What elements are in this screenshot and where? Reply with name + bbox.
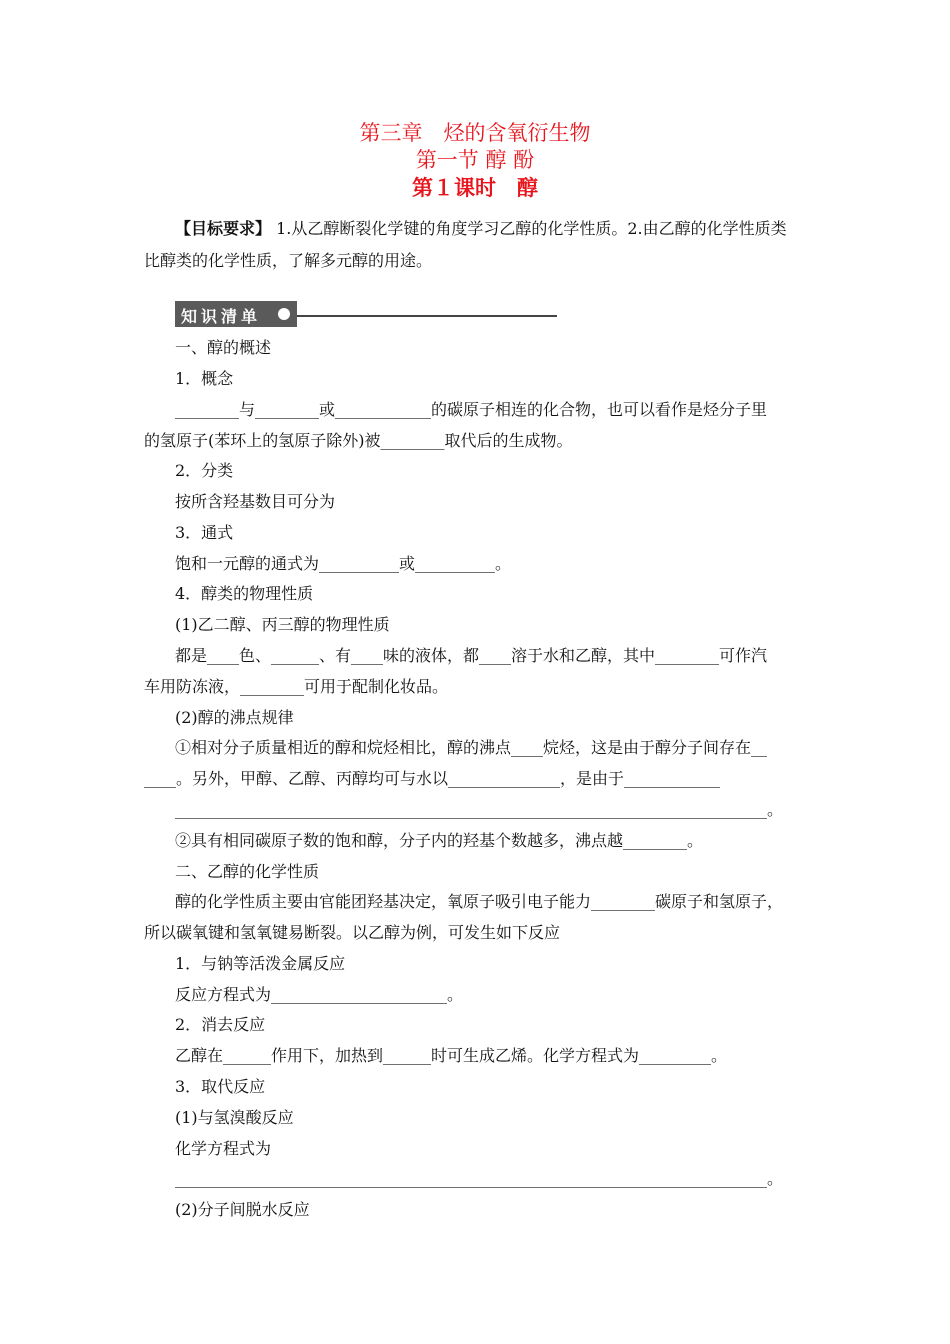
text-line: 乙醇在______作用下，加热到______时可生成乙烯。化学方程式为_________。 <box>175 1046 728 1065</box>
text-line: 2．分类 <box>175 461 234 480</box>
text-line: 都是____色、______、有____味的液体，都____溶于水和乙醇，其中________可作汽 <box>175 646 768 665</box>
goal-line-1 <box>175 219 787 239</box>
text-line: __________________________________________________________________________。 <box>175 1169 783 1188</box>
text-line: ②具有相同碳原子数的饱和醇，分子内的羟基个数越多，沸点越________。 <box>175 831 704 850</box>
text-line: 饱和一元醇的通式为__________或__________。 <box>175 554 512 573</box>
text-line: 车用防冻液，________可用于配制化妆品。 <box>144 677 449 696</box>
text-line: __________________________________________________________________________。 <box>175 800 783 819</box>
text-line: 3．取代反应 <box>175 1077 266 1096</box>
text-line: 1．概念 <box>175 369 234 388</box>
text-line: 所以碳氧键和氢氧键易断裂。以乙醇为例，可发生如下反应 <box>144 923 561 942</box>
goal-text-1: 1.从乙醇断裂化学键的角度学习乙醇的化学性质。2.由乙醇的化学性质类 <box>271 219 787 238</box>
text-line: 按所含羟基数目可分为 <box>175 492 336 511</box>
text-line: 的氢原子(苯环上的氢原子除外)被________取代后的生成物。 <box>144 431 573 450</box>
title-block <box>0 120 950 201</box>
chapter-title: 第三章 烃的含氧衍生物 <box>359 121 591 145</box>
text-line: (1)与氢溴酸反应 <box>175 1108 294 1127</box>
text-line: 一、醇的概述 <box>175 338 272 357</box>
text-line: 醇的化学性质主要由官能团羟基决定，氧原子吸引电子能力________碳原子和氢原子， <box>175 892 784 911</box>
text-line: (1)乙二醇、丙三醇的物理性质 <box>175 615 390 634</box>
lesson-title: 第１课时 醇 <box>412 175 538 200</box>
goal-label: 【目标要求】 <box>175 219 272 238</box>
text-line: ①相对分子质量相近的醇和烷烃相比，醇的沸点____烷烃，这是由于醇分子间存在__ <box>175 738 768 757</box>
knowledge-banner <box>175 301 557 327</box>
banner-box <box>175 301 297 327</box>
goal-line-2: 比醇类的化学性质，了解多元醇的用途。 <box>144 251 433 270</box>
text-line: 二、乙醇的化学性质 <box>175 862 320 881</box>
text-line: ________与________或____________的碳原子相连的化合物，也可以看作是烃分子里 <box>175 400 768 419</box>
text-line: 化学方程式为 <box>175 1139 272 1158</box>
section-title: 第一节 醇 酚 <box>415 148 535 172</box>
text-line: 2．消去反应 <box>175 1015 266 1034</box>
bullet-icon <box>278 308 290 320</box>
text-line: ____。另外，甲醇、乙醇、丙醇均可与水以______________，是由于____________ <box>144 769 721 788</box>
text-line: 1．与钠等活泼金属反应 <box>175 954 346 973</box>
text-line: (2)醇的沸点规律 <box>175 708 294 727</box>
text-line: 4．醇类的物理性质 <box>175 584 314 603</box>
text-line: 反应方程式为______________________。 <box>175 985 464 1004</box>
text-line: 3．通式 <box>175 523 234 542</box>
banner-label: 知识清单 <box>181 307 262 326</box>
text-line: (2)分子间脱水反应 <box>175 1200 310 1219</box>
banner-rule <box>297 315 557 317</box>
